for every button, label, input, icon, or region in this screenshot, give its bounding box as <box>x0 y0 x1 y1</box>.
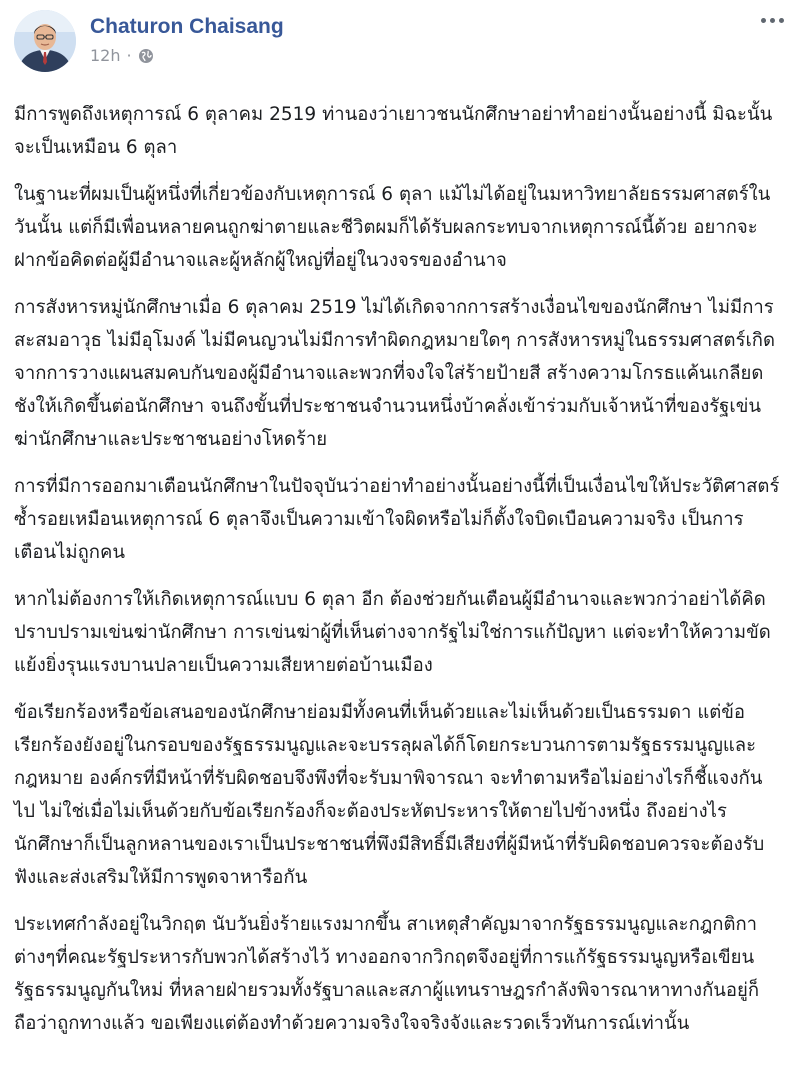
globe-icon[interactable] <box>138 48 154 64</box>
more-options-icon[interactable] <box>757 14 788 27</box>
avatar[interactable] <box>14 10 76 72</box>
post-paragraph: การที่มีการออกมาเตือนนักศึกษาในปัจจุบันว่าอย่าทำอย่างนั้นอย่างนี้ที่เป็นเงื่อนไขให้ประวัติศาสตร์ซ้ำรอยเหมือนเหตุการณ์ 6 ตุลาจึงเป็นความเข้าใจผิดหรือไม่ก็ตั้งใจบิดเบือนความจริง เป็นการเตือนไม่ถูกคน <box>14 476 780 563</box>
author-name[interactable]: Chaturon Chaisang <box>90 15 284 38</box>
more-dot <box>761 18 766 23</box>
more-dot <box>779 18 784 23</box>
post-paragraph: ข้อเรียกร้องหรือข้อเสนอของนักศึกษาย่อมมีทั้งคนที่เห็นด้วยและไม่เห็นด้วยเป็นธรรมดา แต่ข้อเรียกร้องยังอยู่ในกรอบของรัฐธรรมนูญและจะบรรลุผลได้ก็โดยกระบวนการตามรัฐธรรมนูญและกฎหมาย องค์กรที่มีหน้าที่รับผิดชอบจึงพึงที่จะรับมาพิจารณา จะทำตามหรือไม่อย่างไรก็ชี้แจงกันไป ไม่ใช่เมื่อไม่เห็นด้วยกับข้อเรียกร้องก็จะต้องประหัตประหารให้ตายไปข้างหนึ่ง ถึงอย่างไรนักศึกษาก็เป็นลูกหลานของเราเป็นประชาชนที่พึงมีสิทธิ์มีเสียงที่ผู้มีหน้าที่รับผิดชอบควรจะต้องรับฟังและส่งเสริมให้มีการพูดจาหารือกัน <box>14 702 765 888</box>
post-paragraph: หากไม่ต้องการให้เกิดเหตุการณ์แบบ 6 ตุลา อีก ต้องช่วยกันเตือนผู้มีอำนาจและพวกว่าอย่าได้คิดปราบปรามเข่นฆ่านักศึกษา การเข่นฆ่าผู้ที่เห็นต่างจากรัฐไม่ใช่การแก้ปัญหา แต่จะทำให้ความขัดแย้งยิ่งรุนแรงบานปลายเป็นความเสียหายต่อบ้านเมือง <box>14 589 771 676</box>
post-timestamp[interactable]: 12h <box>90 46 121 65</box>
post-body <box>14 98 786 1040</box>
separator-dot: · <box>126 46 132 65</box>
avatar-image <box>14 10 76 72</box>
post-paragraph: การสังหารหมู่นักศึกษาเมื่อ 6 ตุลาคม 2519 ไม่ได้เกิดจากการสร้างเงื่อนไขของนักศึกษา ไม่มีการสะสมอาวุธ ไม่มีอุโมงค์ ไม่มีคนญวนไม่มีการทำผิดกฎหมายใดๆ การสังหารหมู่ในธรรมศาสตร์เกิดจากการวางแผนสมคบกันของผู้มีอำนาจและพวกที่จงใจใส่ร้ายป้ายสี สร้างความโกรธแค้นเกลียดชังให้เกิดขึ้นต่อนักศึกษา จนถึงขั้นที่ประชาชนจำนวนหนึ่งบ้าคลั่งเข้าร่วมกับเจ้าหน้าที่ของรัฐเข่นฆ่านักศึกษาและประชาชนอย่างโหดร้าย <box>14 297 775 450</box>
post-paragraph: มีการพูดถึงเหตุการณ์ 6 ตุลาคม 2519 ท่านองว่าเยาวชนนักศึกษาอย่าทำอย่างนั้นอย่างนี้ มิฉะนั้นจะเป็นเหมือน 6 ตุลา <box>14 104 773 158</box>
post-paragraph: ประเทศกำลังอยู่ในวิกฤต นับวันยิ่งร้ายแรงมากขึ้น สาเหตุสำคัญมาจากรัฐธรรมนูญและกฎกติกาต่างๆที่คณะรัฐประหารกับพวกได้สร้างไว้ ทางออกจากวิกฤตจึงอยู่ที่การแก้รัฐธรรมนูญหรือเขียนรัฐธรรมนูญกันใหม่ ที่หลายฝ่ายรวมทั้งรัฐบาลและสภาผู้แทนราษฎรกำลังพิจารณาหาทางกันอยู่ก็ถือว่าถูกทางแล้ว ขอเพียงแต่ต้องทำด้วยความจริงใจจริงจังและรวดเร็วทันการณ์เท่านั้น <box>14 914 760 1034</box>
post-meta <box>90 10 786 65</box>
post-paragraph: ในฐานะที่ผมเป็นผู้หนึ่งที่เกี่ยวข้องกับเหตุการณ์ 6 ตุลา แม้ไม่ได้อยู่ในมหาวิทยาลัยธรรมศาสตร์ในวันนั้น แต่ก็มีเพื่อนหลายคนถูกฆ่าตายและชีวิตผมก็ได้รับผลกระทบจากเหตุการณ์นี้ด้วย อยากจะฝากข้อคิดต่อผู้มีอำนาจและผู้หลักผู้ใหญ่ที่อยู่ในวงจรของอำนาจ <box>14 184 771 271</box>
post-header <box>14 10 786 80</box>
more-dot <box>770 18 775 23</box>
post-subline <box>90 46 786 65</box>
